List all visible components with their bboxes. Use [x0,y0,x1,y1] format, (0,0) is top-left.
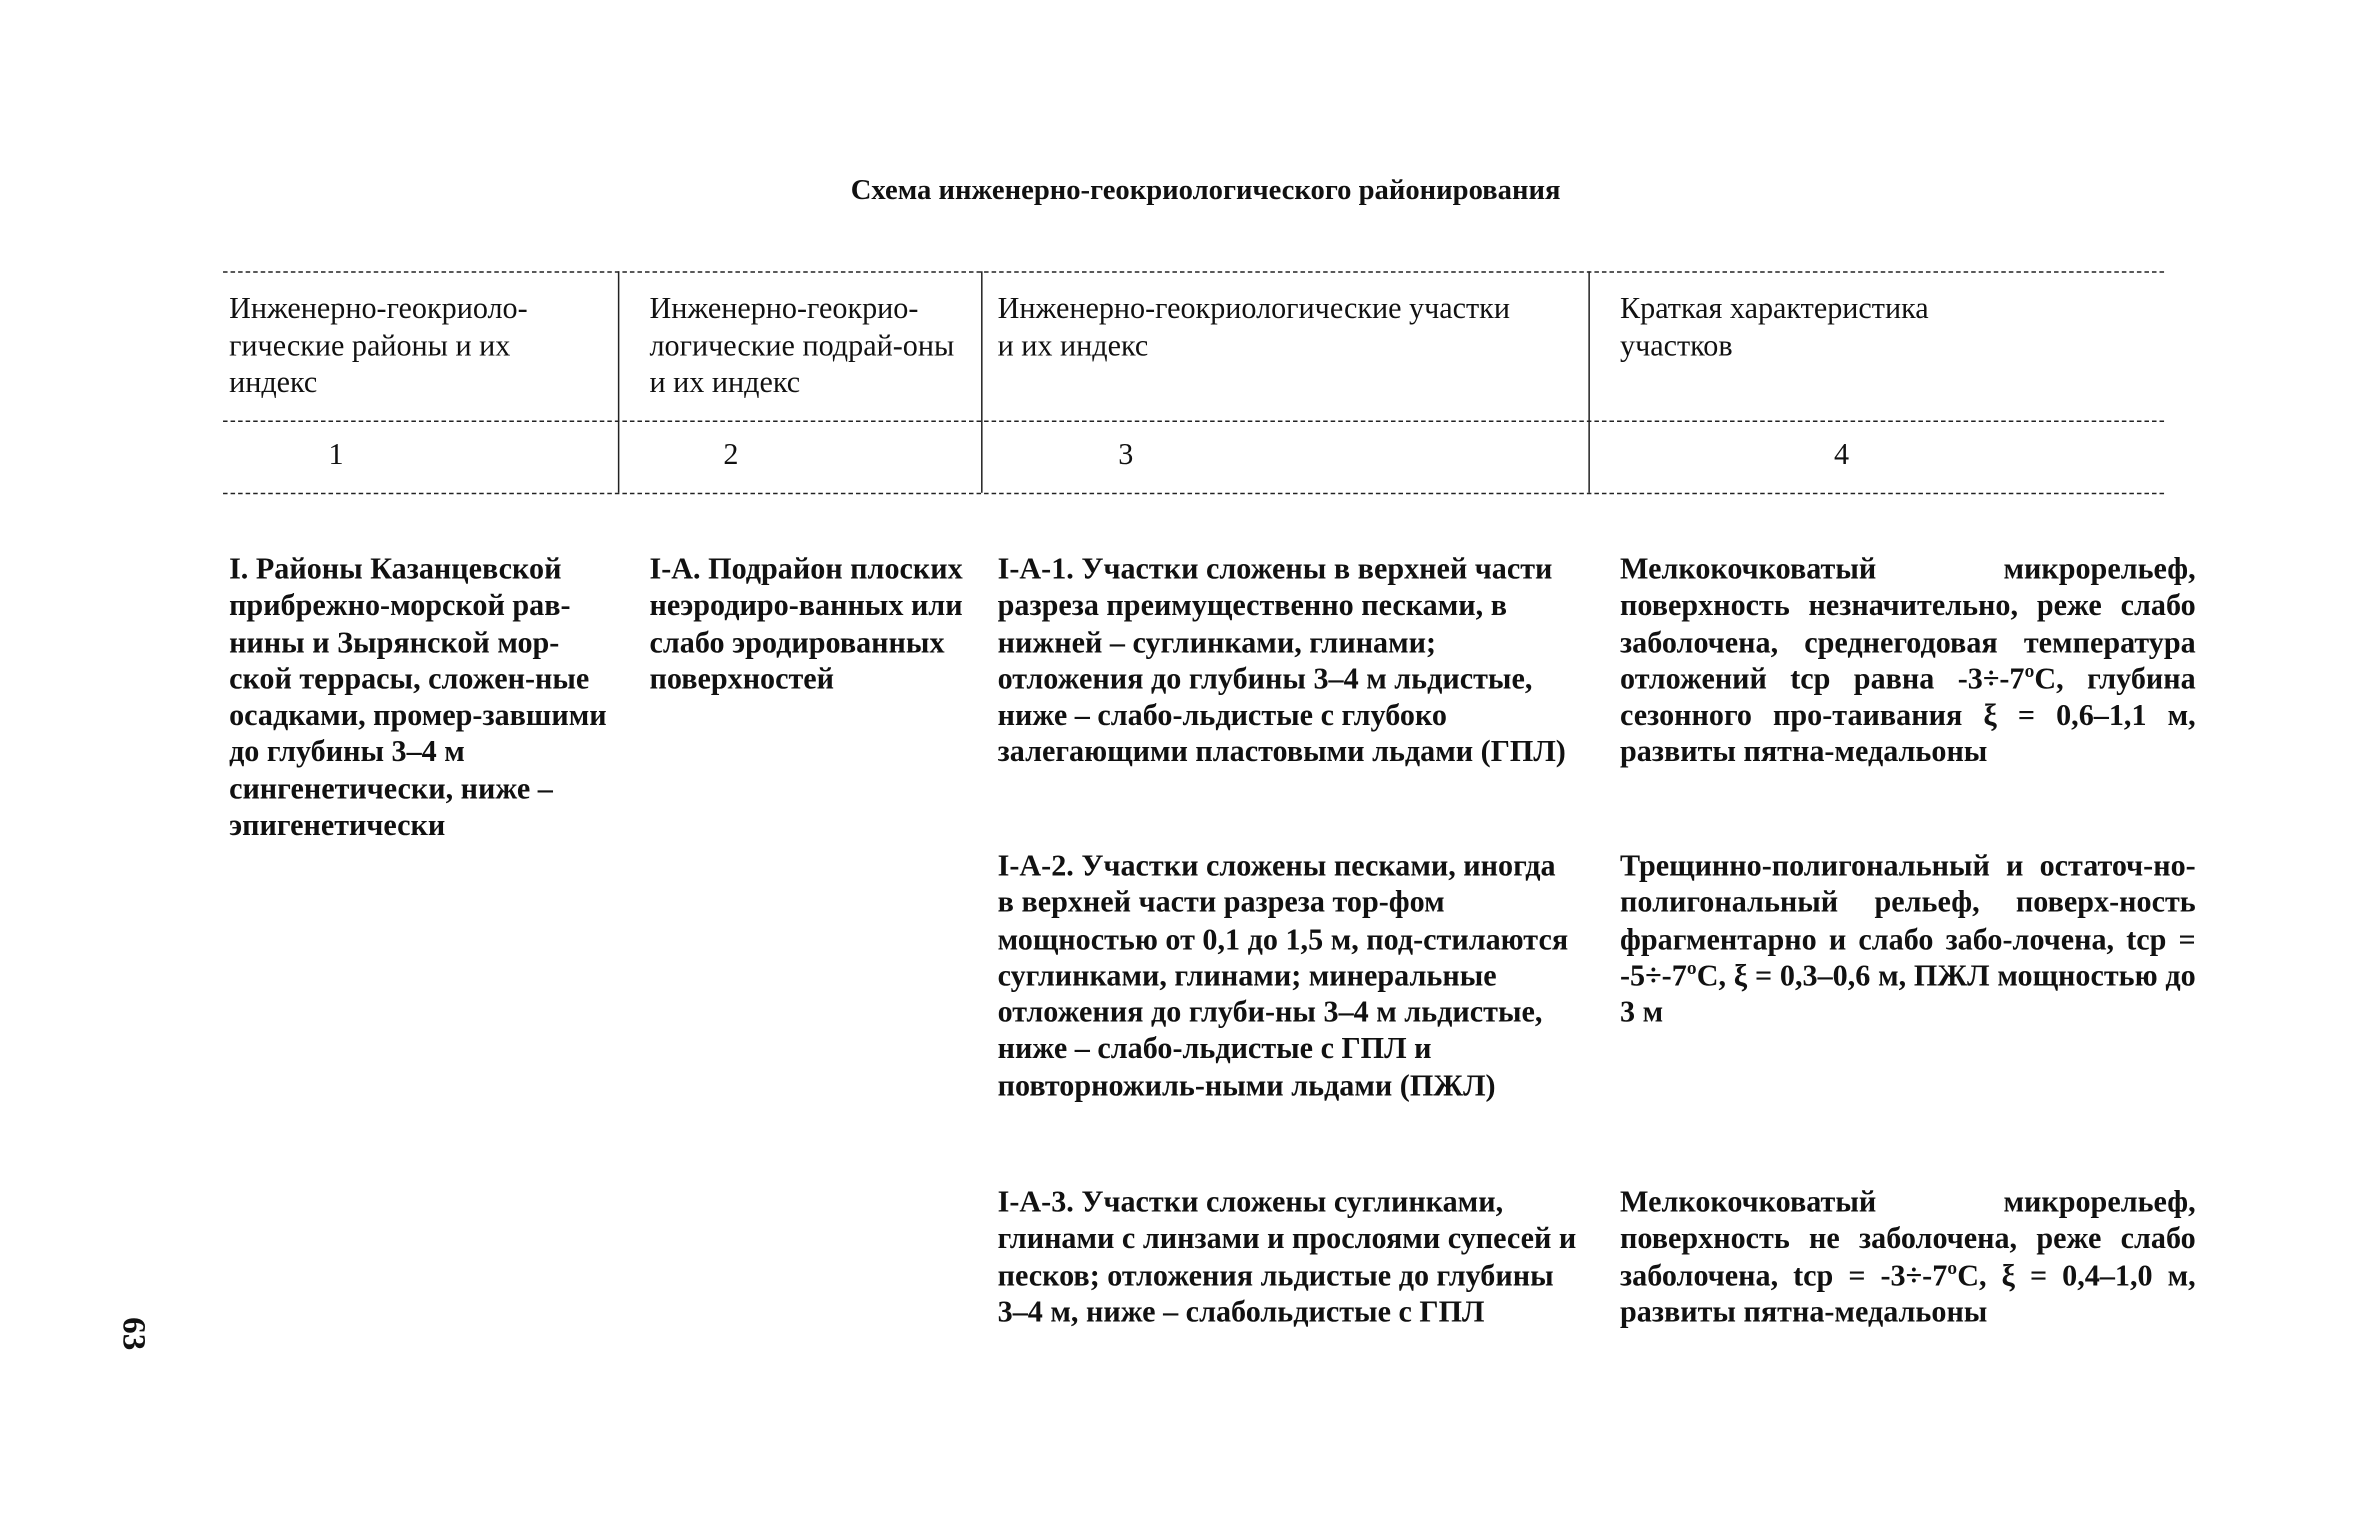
header-col-2: Инженерно-геокрио-логические подрай-оны и их индекс [649,292,955,400]
plot-description-cell: Трещинно-полигональный и остаточ-но-полигональный рельеф, поверх-ность фрагментарно и слабо забо-лочена, tср = -5÷-7ºС, ξ = 0,3–0,6 м, ПЖЛ мощностью до 3 м [1620,849,2196,1030]
page-number: 63 [116,1317,154,1351]
header-col-1: Инженерно-геокриоло-гические районы и их индекс [229,292,528,400]
header-col-4: Краткая характеристика участков [1620,292,1929,363]
plot-cell: I-А-2. Участки сложены песками, иногда в верхней части разреза тор-фом мощностью от 0,1 до 1,5 м, под-стилаются суглинками, глинами; минеральные отложения до глуби-ны 3–4 м льдистые, ниже – слабо-льдистые с ГПЛ и повторножиль-ными льдами (ПЖЛ) [997,849,1569,1103]
column-number: 4 [1834,438,1850,472]
plot-cell: I-А-3. Участки сложены суглинками, глинами с линзами и прослоями супесей и песков; отложения льдистые до глубины 3–4 м, ниже – слабольдистые с ГПЛ [997,1186,1577,1330]
column-divider [1588,271,1590,493]
column-number: 1 [328,438,344,472]
plot-description-cell: Мелкокочковатый микрорельеф, поверхность незначительно, реже слабо заболочена, среднегодовая температура отложений tср равна -3÷-7ºС, глубина сезонного про-таивания ξ = 0,6–1,1 м, развиты пятна-медальоны [1620,553,2196,770]
table-top-rule [223,271,2164,273]
region-cell: I. Районы Казанцевской прибрежно-морской рав-нины и Зырянской мор-ской террасы, сложен-ные осадками, промер-завшими до глубины 3–4 м сингенетически, ниже – эпигенетически [229,553,607,843]
header-bottom-rule [223,420,2164,422]
column-number: 2 [723,438,739,472]
document-title: Схема инженерно-геокриологического районирования [850,174,1561,207]
column-divider [618,271,620,493]
subregion-cell: I-А. Подрайон плоских неэродиро-ванных или слабо эродированных поверхностей [649,553,963,697]
plot-description-cell: Мелкокочковатый микрорельеф, поверхность не заболочена, реже слабо заболочена, tср = -3÷-7ºС, ξ = 0,4–1,0 м, развиты пятна-медальоны [1620,1186,2196,1330]
numbers-bottom-rule [223,493,2164,495]
plot-cell: I-А-1. Участки сложены в верхней части разреза преимущественно песками, в нижней – суглинками, глинами; отложения до глубины 3–4 м льдистые, ниже – слабо-льдистые с глубоко залегающими пластовыми льдами (ГПЛ) [997,553,1566,770]
column-divider [981,271,983,493]
column-number: 3 [1118,438,1134,472]
header-col-3: Инженерно-геокриологические участки и их индекс [997,292,1510,363]
